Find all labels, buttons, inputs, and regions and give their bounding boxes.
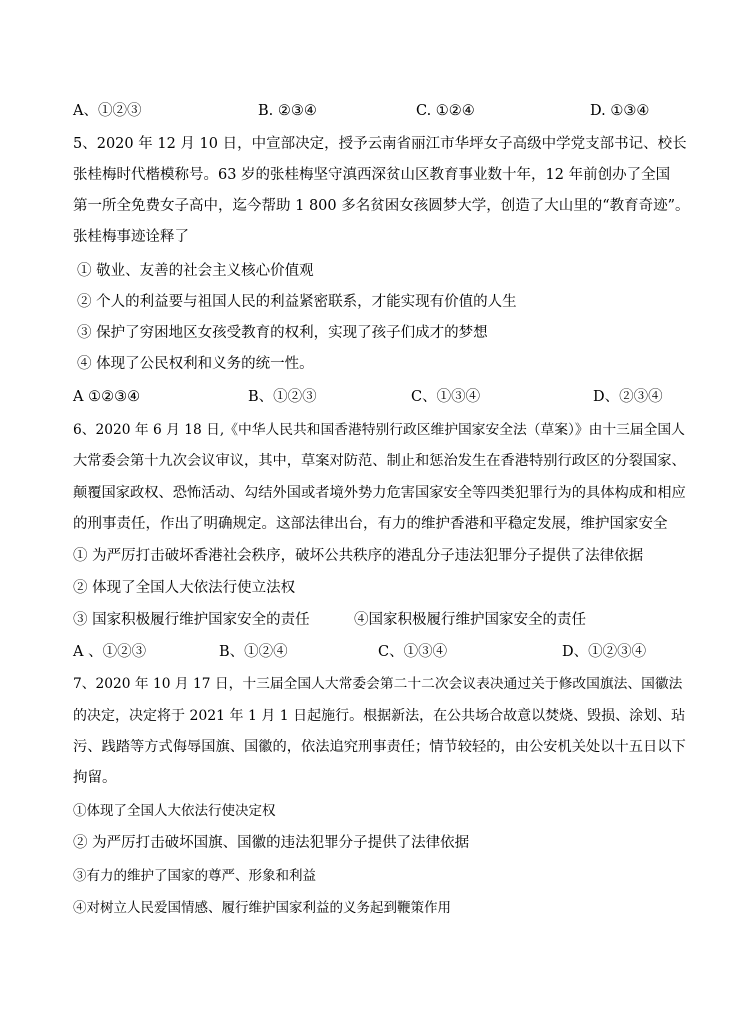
q6-statement-4: ④国家积极履行维护国家安全的责任 xyxy=(354,612,586,628)
q6-statement-3: ③ 国家积极履行维护国家安全的责任 xyxy=(73,612,310,628)
q6-option-a: A 、①②③ xyxy=(73,644,147,660)
q5-stem-line-4: 张桂梅事迹诠释了 xyxy=(73,229,189,245)
q5-stem-line-1: 5、2020 年 12 月 10 日，中宣部决定，授予云南省丽江市华坪女子高级中学党支部书记、校长 xyxy=(73,136,687,152)
q6-stem-line-2: 大常委会第十九次会议审议，其中，草案对防范、制止和惩治发生在香港特别行政区的分裂国家、 xyxy=(73,453,686,469)
q7-statement-3: ③有力的维护了国家的尊严、形象和利益 xyxy=(73,868,316,884)
q5-stem-line-2: 张桂梅时代楷模称号。63 岁的张桂梅坚守滇西深贫山区教育事业数十年，12 年前创办了全国 xyxy=(73,167,671,183)
q5-statement-1: ① 敬业、友善的社会主义核心价值观 xyxy=(77,263,314,279)
q6-option-b: B、①②④ xyxy=(219,644,288,660)
q5-stem-line-3: 第一所全免费女子高中，迄今帮助 1 800 多名贫困女孩圆梦大学，创造了大山里的“教育奇迹”。 xyxy=(73,198,690,214)
q6-stem-line-1: 6、2020 年 6 月 18 日,《中华人民共和国香港特别行政区维护国家安全法（草案）》由十三届全国人 xyxy=(73,422,685,438)
q5-statement-4: ④ 体现了公民权利和义务的统一性。 xyxy=(77,356,314,372)
q6-stem-line-3: 颠覆国家政权、恐怖活动、勾结外国或者境外势力危害国家安全等四类犯罪行为的具体构成和相应 xyxy=(73,485,686,501)
q4-option-c: C. ①②④ xyxy=(416,103,475,119)
q7-stem-line-4: 拘留。 xyxy=(73,770,117,786)
q7-statement-4: ④对树立人民爱国情感、履行维护国家利益的义务起到鞭策作用 xyxy=(73,900,451,916)
q7-stem-line-3: 污、践踏等方式侮辱国旗、国徽的，依法追究刑事责任；情节较轻的，由公安机关处以十五日以下 xyxy=(73,739,686,755)
q5-options xyxy=(73,387,673,407)
q4-option-a: A、①②③ xyxy=(73,103,142,119)
q4-option-d: D. ①③④ xyxy=(590,103,650,119)
q6-statement-2: ② 体现了全国人大依法行使立法权 xyxy=(73,580,296,596)
q5-statement-3: ③ 保护了穷困地区女孩受教育的权利，实现了孩子们成才的梦想 xyxy=(77,325,488,341)
q5-option-c: C、①③④ xyxy=(411,389,481,405)
q7-stem-line-1: 7、2020 年 10 月 17 日，十三届全国人大常委会第二十二次会议表决通过关于修改国旗法、国徽法 xyxy=(73,676,683,692)
q6-options xyxy=(73,642,673,662)
q6-statement-1: ① 为严厉打击破坏香港社会秩序，破坏公共秩序的港乱分子违法犯罪分子提供了法律依据 xyxy=(73,548,644,564)
q5-option-a: A ①②③④ xyxy=(73,389,141,405)
q7-statement-2: ② 为严厉打击破坏国旗、国徽的违法犯罪分子提供了法律依据 xyxy=(73,835,470,851)
q5-option-b: B、①②③ xyxy=(248,389,317,405)
q7-stem-line-2: 的决定，决定将于 2021 年 1 月 1 日起施行。根据新法，在公共场合故意以焚烧、毁损、涂划、玷 xyxy=(73,708,686,724)
q4-option-b: B. ②③④ xyxy=(258,103,317,119)
q4-options xyxy=(73,101,673,121)
q6-option-d: D、①②③④ xyxy=(562,644,647,660)
q5-option-d: D、②③④ xyxy=(593,389,663,405)
q6-option-c: C、①③④ xyxy=(378,644,448,660)
q6-stem-line-4: 的刑事责任，作出了明确规定。这部法律出台，有力的维护香港和平稳定发展，维护国家安全 xyxy=(73,516,668,532)
q5-statement-2: ② 个人的利益要与祖国人民的利益紧密联系，才能实现有价值的人生 xyxy=(77,294,517,310)
q7-statement-1: ①体现了全国人大依法行使决定权 xyxy=(73,803,276,819)
